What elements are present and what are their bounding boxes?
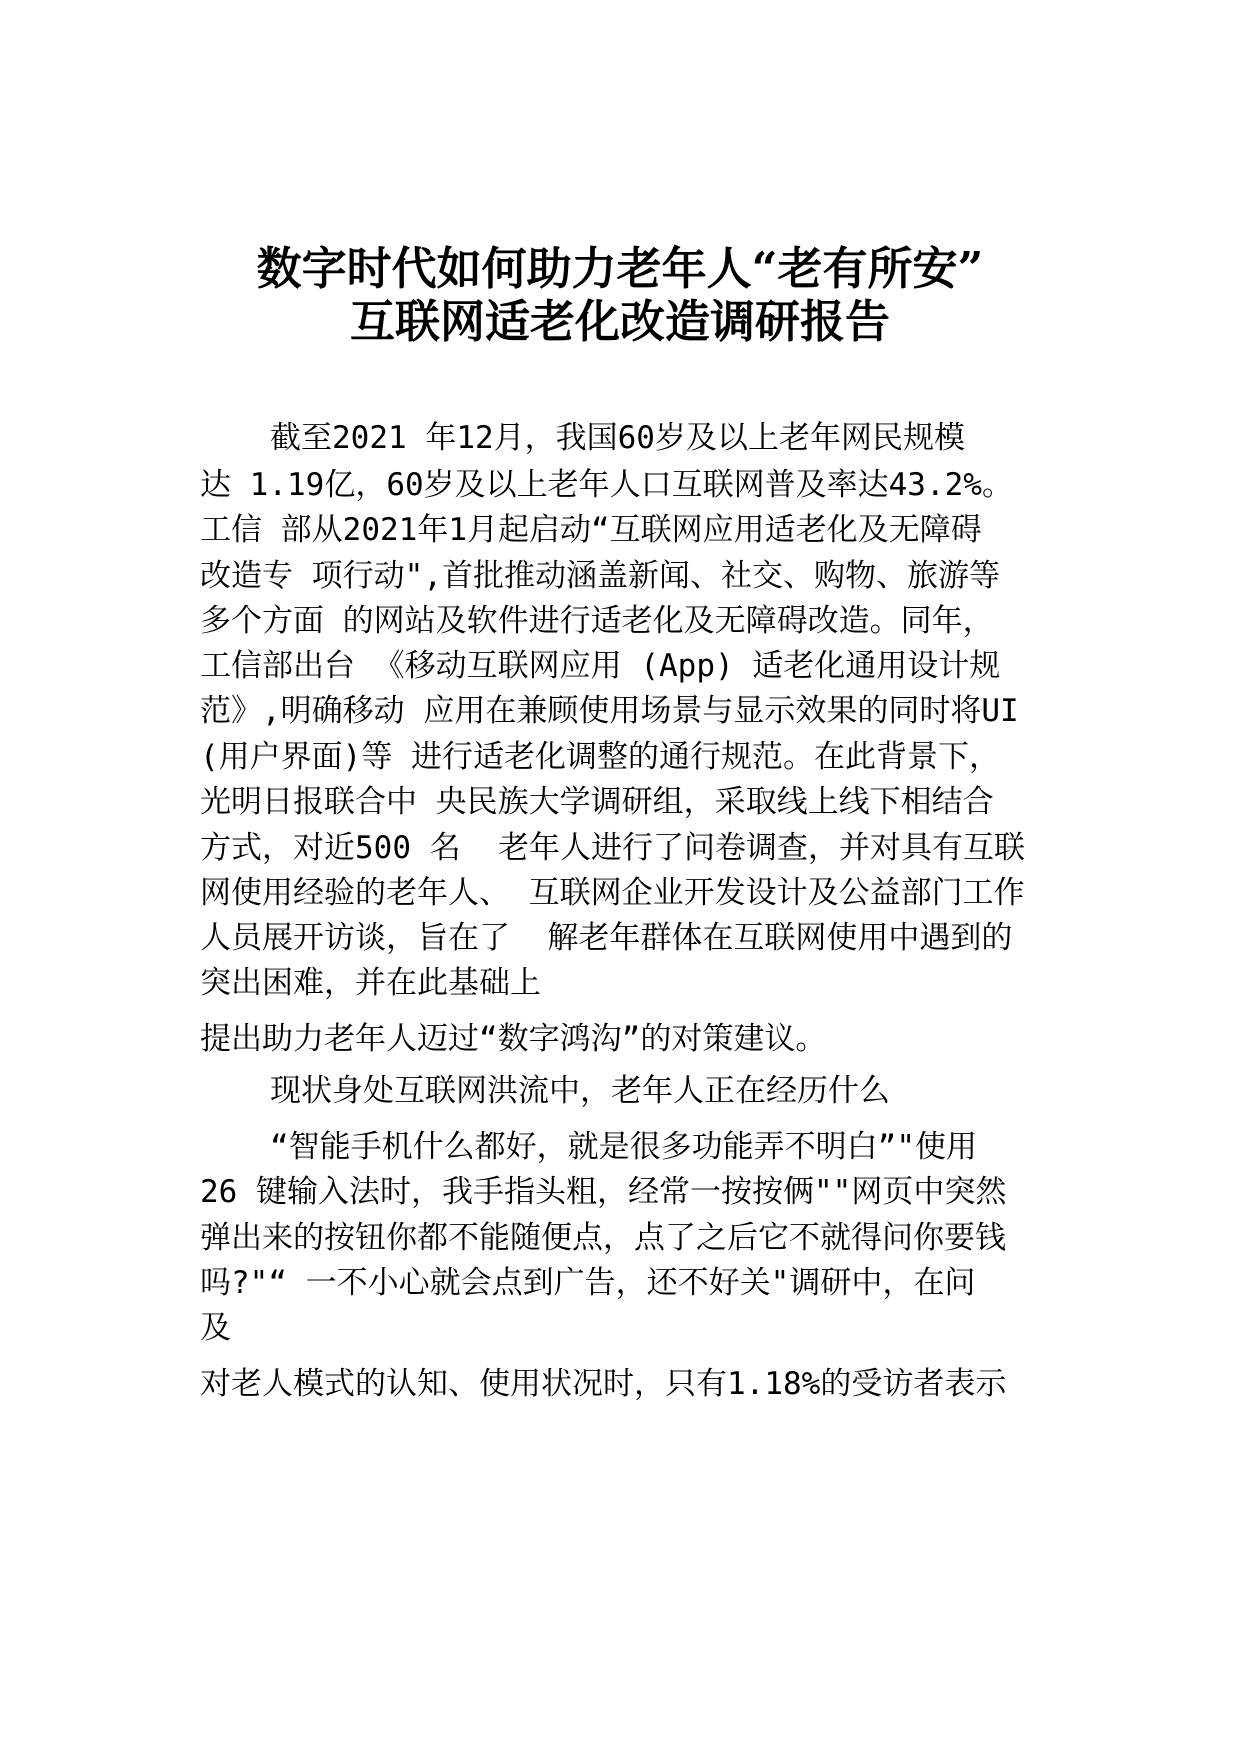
document-title-line-1: 数字时代如何助力老年人“老有所安” bbox=[256, 242, 984, 295]
paragraph-3-line-4: 吗?"“ 一不小心就会点到广告，还不好关"调研中，在问 bbox=[200, 1265, 976, 1301]
paragraph-1-line-2: 达 1.19亿，60岁及以上老年人口互联网普及率达43.2%。 bbox=[200, 467, 1013, 503]
paragraph-3-line-5: 及 bbox=[200, 1310, 231, 1346]
section-heading: 现状身处互联网洪流中，老年人正在经历什么 bbox=[270, 1073, 890, 1109]
paragraph-3-line-3: 弹出来的按钮你都不能随便点，点了之后它不就得问你要钱 bbox=[200, 1220, 1006, 1256]
paragraph-3-line-1: “智能手机什么都好，就是很多功能弄不明白”"使用 bbox=[270, 1129, 977, 1165]
paragraph-2-line: 提出助力老年人迈过“数字鸿沟”的对策建议。 bbox=[200, 1021, 827, 1057]
paragraph-3-line-2: 26 键输入法时，我手指头粗，经常一按按俩""网页中突然 bbox=[200, 1174, 1007, 1210]
paragraph-1-line-6: 工信部出台 《移动互联网应用 (App) 适老化通用设计规 bbox=[200, 648, 1001, 684]
paragraph-1-line-7: 范》,明确移动 应用在兼顾使用场景与显示效果的同时将UI bbox=[200, 693, 1019, 729]
paragraph-1-line-13: 突出困难，并在此基础上 bbox=[200, 965, 541, 1001]
paragraph-1-line-8: (用户界面)等 进行适老化调整的通行规范。在此背景下， bbox=[200, 739, 1000, 775]
paragraph-1-line-3: 工信 部从2021年1月起启动“互联网应用适老化及无障碍 bbox=[200, 512, 982, 548]
paragraph-1-line-10: 方式，对近500 名 老年人进行了问卷调查，并对具有互联 bbox=[200, 830, 1025, 866]
paragraph-1-line-11: 网使用经验的老年人、 互联网企业开发设计及公益部门工作 bbox=[200, 875, 1025, 911]
paragraph-1-line-1: 截至2021 年12月，我国60岁及以上老年网民规模 bbox=[270, 420, 965, 456]
paragraph-1-line-4: 改造专 项行动",首批推动涵盖新闻、社交、购物、旅游等 bbox=[200, 558, 1000, 594]
paragraph-4-line: 对老人模式的认知、使用状况时，只有1.18%的受访者表示 bbox=[200, 1366, 1007, 1402]
paragraph-1-line-5: 多个方面 的网站及软件进行适老化及无障碍改造。同年， bbox=[200, 603, 994, 639]
paragraph-1-line-12: 人员展开访谈，旨在了 解老年群体在互联网使用中遇到的 bbox=[200, 920, 1013, 956]
document-title-line-2: 互联网适老化改造调研报告 bbox=[349, 295, 890, 348]
paragraph-1-line-9: 光明日报联合中 央民族大学调研组，采取线上线下相结合 bbox=[200, 784, 994, 820]
